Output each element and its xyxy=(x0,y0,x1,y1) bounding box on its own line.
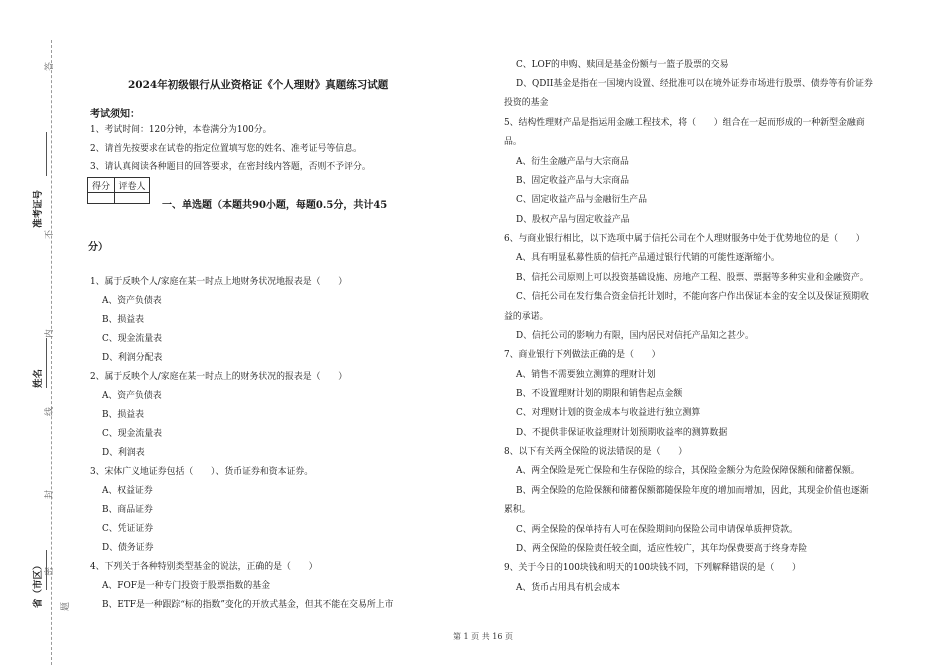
note-line-1: 1、考试时间：120分钟，本卷满分为100分。 xyxy=(90,125,272,135)
section-title-line-2: 分） xyxy=(88,242,108,253)
question-line: 7、商业银行下列做法正确的是（ ） xyxy=(504,350,661,360)
seal-char-bottom2: 题 xyxy=(61,601,72,612)
note-line-2: 2、请首先按要求在试卷的指定位置填写您的姓名、准考证号等信息。 xyxy=(90,144,362,154)
province-label: 省（市区） xyxy=(33,560,44,608)
option-line: A、销售不需要独立测算的理财计划 xyxy=(516,370,656,380)
option-line: C、两全保险的保单持有人可在保险期间向保险公司申请保单质押贷款。 xyxy=(516,525,798,535)
zhunkao-label: 准考证号 xyxy=(33,189,44,228)
province-fill-line xyxy=(46,550,47,590)
name-fill-line xyxy=(46,338,47,388)
seal-char-top: 答 xyxy=(45,61,56,72)
continuation-line: 累积。 xyxy=(504,505,531,515)
option-line: B、信托公司原则上可以投资基础设施、房地产工程、股票、票据等多种实业和金融资产。 xyxy=(516,273,869,283)
score-table xyxy=(87,177,150,204)
option-line: A、资产负债表 xyxy=(102,391,162,401)
option-line: B、ETF是一种跟踪“标的指数”变化的开放式基金，但其不能在交易所上市 xyxy=(102,600,394,610)
option-line: D、不提供非保证收益理财计划预期收益率的测算数据 xyxy=(516,428,728,438)
option-line: B、损益表 xyxy=(102,410,145,420)
note-line-3: 3、请认真阅读各种题目的回答要求，在密封线内答题，否则不予评分。 xyxy=(90,162,371,172)
option-line: A、两全保险是死亡保险和生存保险的综合，其保险金额分为危险保障保额和储蓄保额。 xyxy=(516,466,860,476)
option-line: A、FOF是一种专门投资于股票指数的基金 xyxy=(102,581,270,591)
option-line: A、货币占用具有机会成本 xyxy=(516,583,621,593)
seal-char-mid1: 不 xyxy=(45,229,56,240)
question-line: 1、属于反映个人/家庭在某一时点上地财务状况地报表是（ ） xyxy=(90,277,348,287)
option-line: A、权益证券 xyxy=(102,486,153,496)
question-line: 5、结构性理财产品是指运用金融工程技术，将（ ）组合在一起而形成的一种新型金融商 xyxy=(504,118,865,128)
name-label: 姓名 xyxy=(33,368,44,388)
seal-char-bottom1: 密 xyxy=(45,566,56,577)
option-line: A、具有明显私募性质的信托产品通过银行代销的可能性逐渐缩小。 xyxy=(516,253,780,263)
option-line: B、不设置理财计划的期限和销售起点金额 xyxy=(516,389,683,399)
grader-cell xyxy=(115,193,150,204)
grader-header: 评卷人 xyxy=(115,178,150,193)
option-line: D、债务证券 xyxy=(102,543,154,553)
continuation-line: 投资的基金 xyxy=(504,98,549,108)
option-line: A、衍生金融产品与大宗商品 xyxy=(516,157,629,167)
option-line: C、固定收益产品与金融衍生产品 xyxy=(516,195,648,205)
option-line: B、固定收益产品与大宗商品 xyxy=(516,176,630,186)
binding-strip xyxy=(0,0,80,671)
page-footer: 第 1 页 共 16 页 xyxy=(453,632,513,641)
option-line: B、损益表 xyxy=(102,315,145,325)
option-line: A、资产负债表 xyxy=(102,296,162,306)
option-line: C、凭证证券 xyxy=(102,524,154,534)
seal-char-mid4: 封 xyxy=(45,489,56,500)
question-line: 4、下列关于各种特别类型基金的说法，正确的是（ ） xyxy=(90,562,318,572)
question-line: 2、属于反映个人/家庭在某一时点上的财务状况的报表是（ ） xyxy=(90,372,348,382)
section-title-line-1: 一、单选题（本题共90小题，每题0.5分，共计45 xyxy=(162,200,388,211)
option-line: D、利润分配表 xyxy=(102,353,163,363)
question-line: 8、以下有关两全保险的说法错误的是（ ） xyxy=(504,447,688,457)
score-header: 得分 xyxy=(88,178,115,193)
option-line: B、两全保险的危险保额和储蓄保额都随保险年度的增加而增加，因此，其现金价值也逐渐 xyxy=(516,486,869,496)
zhunkao-fill-line xyxy=(46,132,47,176)
option-line: D、信托公司的影响力有限，国内居民对信托产品知之甚少。 xyxy=(516,331,754,341)
option-line: C、现金流量表 xyxy=(102,429,163,439)
option-line: C、对理财计划的资金成本与收益进行独立测算 xyxy=(516,408,701,418)
option-line: C、LOF的申购、赎回是基金份额与一篮子股票的交易 xyxy=(516,60,729,70)
continuation-line: 品。 xyxy=(504,137,522,147)
continuation-line: 益的承诺。 xyxy=(504,312,549,322)
question-line: 9、关于今日的100块钱和明天的100块钱不同，下列解释错误的是（ ） xyxy=(504,563,801,573)
question-line: 6、与商业银行相比，以下选项中属于信托公司在个人理财服务中处于优势地位的是（ ） xyxy=(504,234,865,244)
option-line: C、信托公司在发行集合资金信托计划时，不能向客户作出保证本金的安全以及保证预期收 xyxy=(516,292,869,302)
option-line: C、现金流量表 xyxy=(102,334,163,344)
option-line: D、股权产品与固定收益产品 xyxy=(516,215,630,225)
option-line: D、利润表 xyxy=(102,448,145,458)
seal-char-mid2: 内 xyxy=(45,328,56,339)
score-cell xyxy=(88,193,115,204)
question-line: 3、宋体广义地证券包括（ ）、货币证券和资本证券。 xyxy=(90,467,314,477)
option-line: B、商品证券 xyxy=(102,505,153,515)
option-line: D、两全保险的保险责任较全面，适应性较广，其年均保费要高于终身寿险 xyxy=(516,544,808,554)
seal-char-mid3: 线 xyxy=(45,406,56,417)
option-line: D、QDII基金是指在一国境内设置、经批准可以在境外证券市场进行股票、债券等有价证券 xyxy=(516,79,873,89)
notes-heading: 考试须知： xyxy=(90,109,140,120)
document-title: 2024年初级银行从业资格证《个人理财》真题练习试题 xyxy=(128,79,389,91)
